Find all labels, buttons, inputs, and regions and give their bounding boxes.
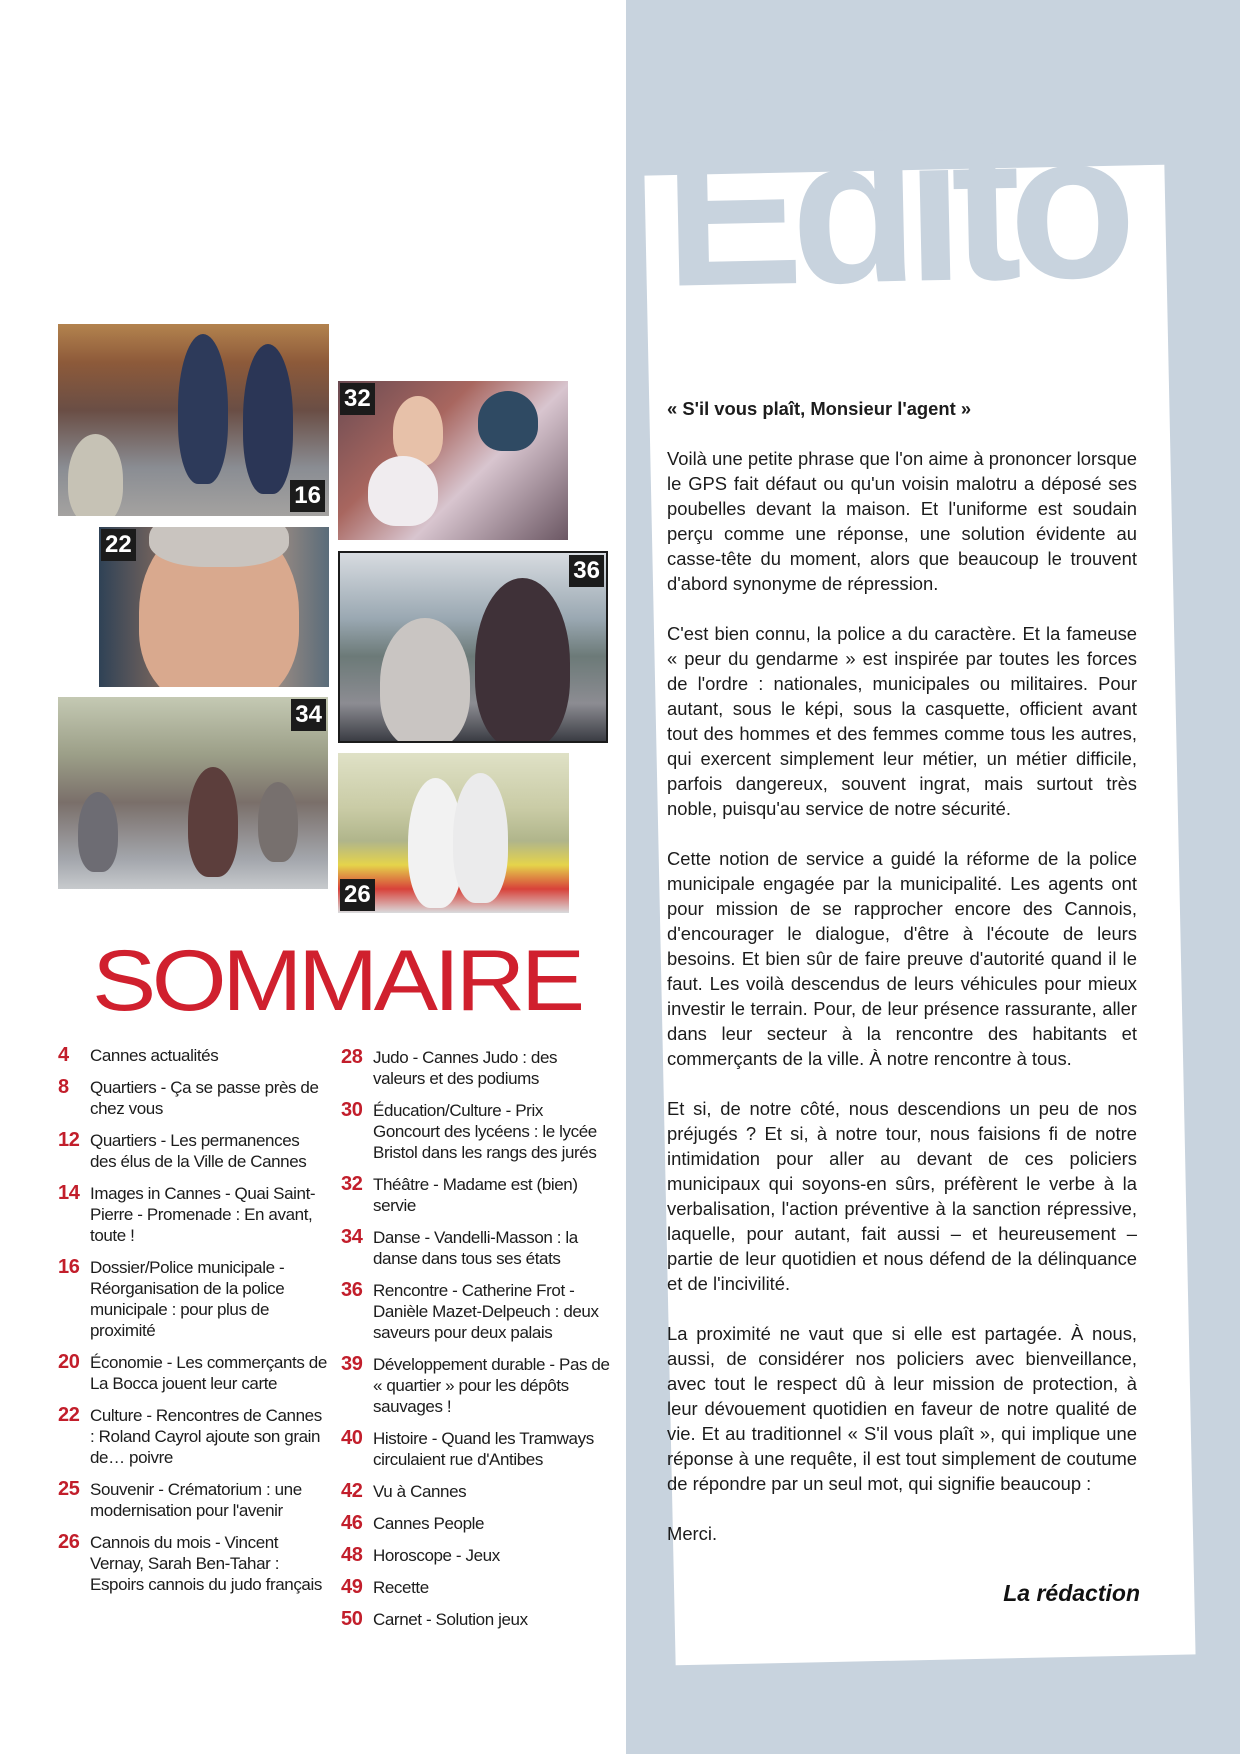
- toc-item-label: Quartiers - Les permanences des élus de la Ville de Cannes: [90, 1131, 307, 1171]
- toc-item[interactable]: [58, 1257, 328, 1341]
- edito-closing: Merci.: [667, 1523, 718, 1544]
- edito-paragraph: Cette notion de service a guidé la réforme de la police municipale engagée par la municipalité. Les agents ont pour mission de se rapprocher encore des Cannois, d'encourager le dialogue, d'être à l'écoute de leurs besoins. Et bien sûr de faire preuve d'autorité quand il le faut. Les voilà descendus de leurs véhicules pour mieux investir le terrain. Pour, de leur présence rassurante, aller dans leur secteur à la rencontre des habitants et commerçants de la ville. À notre rencontre à tous.: [667, 848, 1137, 1069]
- edito-paragraph: C'est bien connu, la police a du caractère. Et la fameuse « peur du gendarme » est inspirée par toutes les forces de l'ordre : nationales, municipales ou militaires. Pour autant, sous le képi, sous la casquette, officient avant tout des hommes et des femmes comme tous les autres, qui exercent simplement leur métier, un métier difficile, parfois dangereux, souvent ingrat, mais surtout très noble, puisqu'au service de notre sécurité.: [667, 623, 1137, 819]
- edito-paragraph: La proximité ne vaut que si elle est partagée. À nous, aussi, de considérer nos policiers avec bienveillance, avec tout le respect dû à leur mission de protection, à leur dévouement quotidien en faveur de notre qualité de vie. Et au traditionnel « S'il vous plaît », qui implique une réponse à une requête, il est tout simplement de coutume de répondre par un seul mot, qui signifie beaucoup :: [667, 1323, 1137, 1494]
- edito-body: [667, 396, 1137, 1571]
- sommaire-title: SOMMAIRE: [92, 933, 581, 1029]
- toc-page-number: 26: [58, 1531, 80, 1553]
- page-badge: 32: [340, 383, 375, 415]
- toc-column-right: [341, 1047, 611, 1641]
- toc-item-label: Cannes People: [373, 1514, 485, 1533]
- page-badge: 36: [569, 555, 604, 587]
- toc-item[interactable]: [341, 1481, 611, 1502]
- toc-item-label: Images in Cannes - Quai Saint-Pierre - Promenade : En avant, toute !: [90, 1184, 316, 1245]
- photo-figure: [380, 618, 470, 743]
- toc-item-label: Danse - Vandelli-Masson : la danse dans tous ses états: [373, 1228, 578, 1268]
- toc-page-number: 30: [341, 1099, 363, 1121]
- toc-page-number: 4: [58, 1044, 69, 1066]
- toc-page-number: 36: [341, 1279, 363, 1301]
- toc-item[interactable]: [58, 1130, 328, 1172]
- photo-figure: [178, 334, 228, 484]
- photo-dance-class: [58, 697, 328, 889]
- photo-figure: [368, 456, 438, 526]
- toc-item[interactable]: [58, 1479, 328, 1521]
- toc-item-label: Carnet - Solution jeux: [373, 1610, 528, 1629]
- toc-page-number: 39: [341, 1353, 363, 1375]
- toc-page-number: 8: [58, 1076, 69, 1098]
- toc-item[interactable]: [58, 1352, 328, 1394]
- photo-figure: [149, 527, 289, 567]
- toc-item[interactable]: [341, 1227, 611, 1269]
- toc-item[interactable]: [341, 1174, 611, 1216]
- toc-item[interactable]: [341, 1609, 611, 1630]
- toc-item-label: Judo - Cannes Judo : des valeurs et des podiums: [373, 1048, 558, 1088]
- toc-page-number: 16: [58, 1256, 80, 1278]
- toc-item[interactable]: [341, 1428, 611, 1470]
- toc-item-label: Souvenir - Crématorium : une modernisation pour l'avenir: [90, 1480, 302, 1520]
- toc-page-number: 34: [341, 1226, 363, 1248]
- photo-figure: [78, 792, 118, 872]
- toc-item-label: Horoscope - Jeux: [373, 1546, 500, 1565]
- edito-title: Édito: [661, 89, 1127, 331]
- photo-figure: [188, 767, 238, 877]
- toc-item-label: Recette: [373, 1578, 429, 1597]
- toc-item[interactable]: [341, 1280, 611, 1343]
- toc-item-label: Dossier/Police municipale - Réorganisation de la police municipale : pour plus de proximité: [90, 1258, 285, 1340]
- toc-item-label: Économie - Les commerçants de La Bocca jouent leur carte: [90, 1353, 327, 1393]
- toc-item-label: Théâtre - Madame est (bien) servie: [373, 1175, 578, 1215]
- toc-page-number: 20: [58, 1351, 80, 1373]
- edito-signature: La rédaction: [1003, 1580, 1140, 1606]
- toc-item[interactable]: [58, 1183, 328, 1246]
- toc-column-left: [58, 1045, 328, 1606]
- toc-page-number: 22: [58, 1404, 80, 1426]
- toc-item[interactable]: [58, 1045, 328, 1066]
- photo-portrait: [99, 527, 329, 687]
- toc-page-number: 48: [341, 1544, 363, 1566]
- photo-judo: [338, 753, 569, 913]
- toc-page-number: 40: [341, 1427, 363, 1449]
- toc-item-label: Histoire - Quand les Tramways circulaient rue d'Antibes: [373, 1429, 594, 1469]
- toc-page-number: 50: [341, 1608, 363, 1630]
- toc-item[interactable]: [58, 1077, 328, 1119]
- photo-police-patrol: [58, 324, 329, 516]
- toc-item[interactable]: [341, 1545, 611, 1566]
- toc-item[interactable]: [341, 1513, 611, 1534]
- toc-item-label: Vu à Cannes: [373, 1482, 467, 1501]
- toc-item[interactable]: [341, 1577, 611, 1598]
- page-badge: 34: [291, 699, 326, 731]
- toc-item-label: Éducation/Culture - Prix Goncourt des lycéens : le lycée Bristol dans les rangs des jurés: [373, 1101, 597, 1162]
- toc-page-number: 28: [341, 1046, 363, 1068]
- toc-page-number: 14: [58, 1182, 80, 1204]
- toc-item[interactable]: [341, 1354, 611, 1417]
- photo-theatre: [338, 381, 568, 540]
- page-badge: 26: [340, 879, 375, 911]
- photo-two-women: [338, 551, 608, 743]
- toc-item[interactable]: [341, 1100, 611, 1163]
- toc-page-number: 12: [58, 1129, 80, 1151]
- photo-figure: [68, 434, 123, 516]
- toc-page-number: 25: [58, 1478, 80, 1500]
- toc-page-number: 46: [341, 1512, 363, 1534]
- toc-item-label: Quartiers - Ça se passe près de chez vous: [90, 1078, 319, 1118]
- edito-headline: « S'il vous plaît, Monsieur l'agent »: [667, 398, 972, 419]
- page-badge: 16: [290, 480, 325, 512]
- toc-item[interactable]: [341, 1047, 611, 1089]
- toc-item[interactable]: [58, 1405, 328, 1468]
- photo-figure: [475, 578, 570, 743]
- toc-page-number: 32: [341, 1173, 363, 1195]
- toc-item-label: Rencontre - Catherine Frot - Danièle Mazet-Delpeuch : deux saveurs pour deux palais: [373, 1281, 599, 1342]
- toc-item-label: Culture - Rencontres de Cannes : Roland Cayrol ajoute son grain de… poivre: [90, 1406, 322, 1467]
- toc-item-label: Développement durable - Pas de « quartier » pour les dépôts sauvages !: [373, 1355, 610, 1416]
- photo-figure: [453, 773, 508, 903]
- photo-figure: [258, 782, 298, 862]
- toc-item[interactable]: [58, 1532, 328, 1595]
- edito-paragraph: Voilà une petite phrase que l'on aime à prononcer lorsque le GPS fait défaut ou qu'un voisin malotru a déposé ses poubelles devant la maison. Et l'uniforme est soudain perçu comme une réponse, une solution évidente au casse-tête du moment, alors que beaucoup le trouvent d'abord synonyme de répression.: [667, 448, 1137, 594]
- photo-figure: [243, 344, 293, 494]
- toc-item-label: Cannois du mois - Vincent Vernay, Sarah Ben-Tahar : Espoirs cannois du judo français: [90, 1533, 322, 1594]
- page-badge: 22: [101, 529, 136, 561]
- toc-item-label: Cannes actualités: [90, 1046, 219, 1065]
- edito-paragraph: Et si, de notre côté, nous descendions un peu de nos préjugés ? Et si, à notre tour, nous faisions fi de notre intimidation pour aller au devant de ces policiers municipaux qui soyons-en sûrs, préfèrent le verbe à la verbalisation, l'action préventive à la sanction répressive, laquelle, pour autant, fait aussi – et heureusement – partie de leur quotidien et nous défend de la délinquance et de l'incivilité.: [667, 1098, 1137, 1294]
- toc-page-number: 42: [341, 1480, 363, 1502]
- toc-page-number: 49: [341, 1576, 363, 1598]
- photo-figure: [478, 391, 538, 451]
